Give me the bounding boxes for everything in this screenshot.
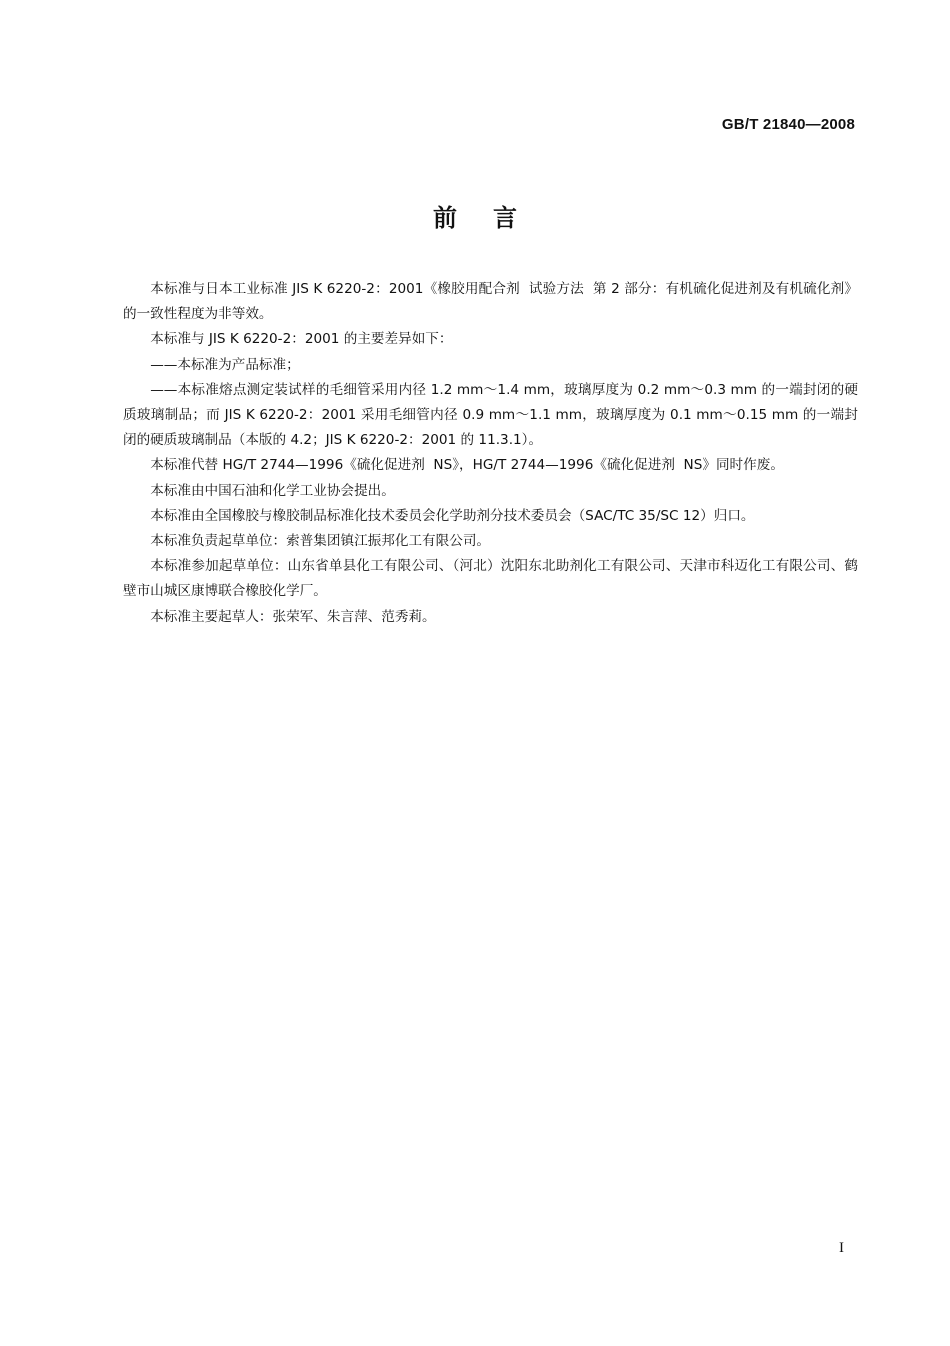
paragraph-difference-product-standard: ——本标准为产品标准； — [150, 356, 300, 373]
page-number: I — [839, 1240, 844, 1256]
paragraph-equivalence: 本标准与日本工业标准 JIS K 6220-2：2001《橡胶用配合剂 试验方法 第 2 部分：有机硫化促进剂及有机硫化剂》的一致性程度为非等效。 — [123, 281, 858, 323]
paragraph-participating-drafters: 本标准参加起草单位：山东省单县化工有限公司、（河北）沈阳东北助剂化工有限公司、天津市科迈化工有限公司、鹤壁市山城区康博联合橡胶化学厂。 — [123, 558, 858, 600]
paragraph-differences-intro: 本标准与 JIS K 6220-2：2001 的主要差异如下： — [150, 331, 453, 348]
page-title: 前言 — [433, 204, 553, 232]
foreword-body — [123, 277, 858, 630]
paragraph-administered-by: 本标准由全国橡胶与橡胶制品标准化技术委员会化学助剂分技术委员会（SAC/TC 35/SC 12）归口。 — [150, 507, 755, 524]
paragraph-proposed-by: 本标准由中国石油和化学工业协会提出。 — [150, 482, 395, 499]
paragraph-lead-drafter: 本标准负责起草单位：索普集团镇江振邦化工有限公司。 — [150, 533, 491, 550]
standard-code: GB/T 21840—2008 — [721, 116, 855, 133]
paragraph-difference-capillary: ——本标准熔点测定装试样的毛细管采用内径 1.2 mm～1.4 mm，玻璃厚度为 0.2 mm～0.3 mm 的一端封闭的硬质玻璃制品；而 JIS K 6220-2：2001 采用毛细管内径 0.9 mm～1.1 mm，玻璃厚度为 0.1 mm～0.15 mm 的一端封闭的硬质玻璃制品（本版的 4.2；JIS K 6220-2：2001 的 11.3.1）。 — [123, 381, 858, 449]
paragraph-main-drafters: 本标准主要起草人：张荣军、朱言萍、范秀莉。 — [150, 608, 436, 625]
paragraph-replaces: 本标准代替 HG/T 2744—1996《硫化促进剂 NS》，HG/T 2744—1996《硫化促进剂 NS》同时作废。 — [150, 457, 784, 474]
